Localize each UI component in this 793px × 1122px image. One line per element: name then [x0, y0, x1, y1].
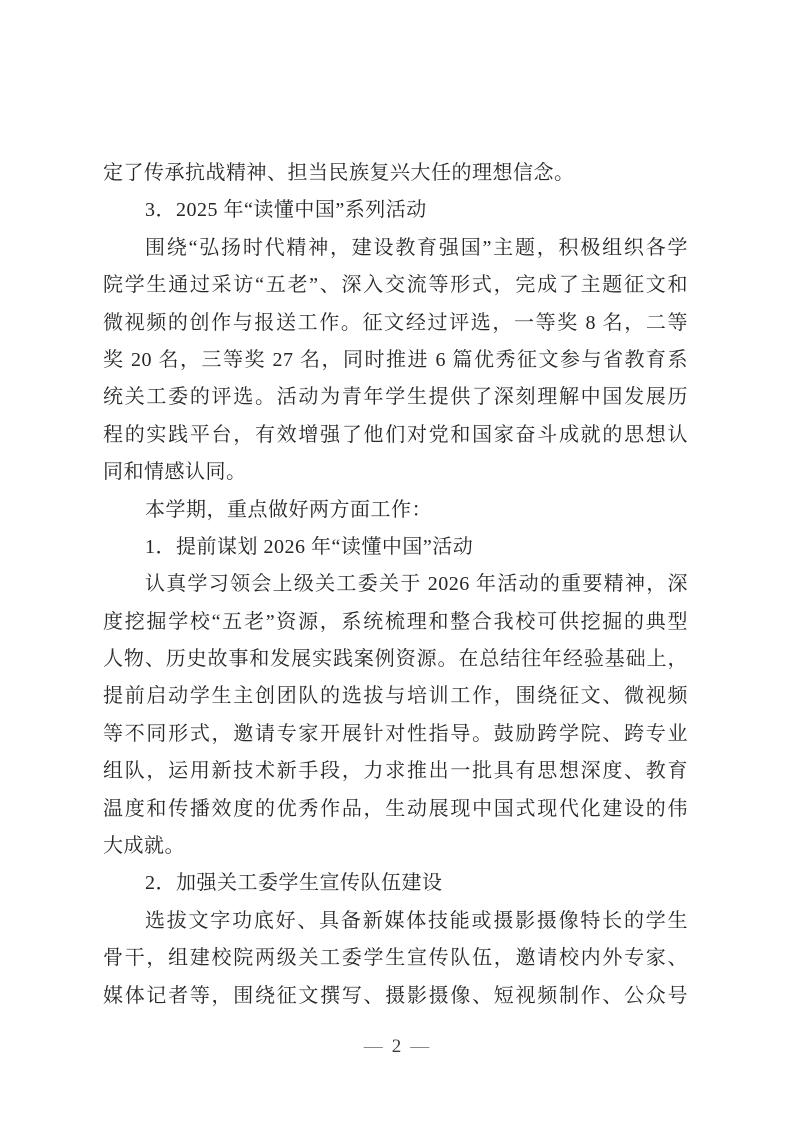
text-line: 人物、历史故事和发展实践案例资源。在总结往年经验基础上， — [103, 648, 688, 671]
text-line: 本学期，重点做好两方面工作： — [145, 498, 432, 521]
text-line: 3．2025 年“读懂中国”系列活动 — [145, 199, 427, 222]
text-line: 骨干，组建校院两级关工委学生宣传队伍，邀请校内外专家、 — [103, 947, 688, 970]
footer-dash-right: — — [410, 1036, 430, 1057]
text-line: 程的实践平台，有效增强了他们对党和国家奋斗成就的思想认 — [103, 423, 688, 446]
text-line: 1．提前谋划 2026 年“读懂中国”活动 — [145, 535, 474, 558]
text-line: 等不同形式，邀请专家开展针对性指导。鼓励跨学院、跨专业 — [103, 722, 688, 745]
text-line: 同和情感认同。 — [103, 461, 247, 484]
text-line: 度挖掘学校“五老”资源，系统梳理和整合我校可供挖掘的典型 — [103, 610, 688, 633]
text-line: 认真学习领会上级关工委关于 2026 年活动的重要精神，深 — [145, 573, 688, 596]
document-body — [103, 155, 688, 1015]
text-line: 组队，运用新技术新手段，力求推出一批具有思想深度、教育 — [103, 760, 688, 783]
page-number: 2 — [391, 1036, 402, 1057]
footer-dash-left: — — [363, 1036, 383, 1057]
text-line: 选拔文字功底好、具备新媒体技能或摄影摄像特长的学生 — [145, 909, 688, 932]
page-footer — [0, 1034, 793, 1060]
text-line: 提前启动学生主创团队的选拔与培训工作，围绕征文、微视频 — [103, 685, 688, 708]
text-line: 院学生通过采访“五老”、深入交流等形式，完成了主题征文和 — [103, 274, 688, 297]
text-line: 微视频的创作与报送工作。征文经过评选，一等奖 8 名，二等 — [103, 311, 688, 334]
text-line: 大成就。 — [103, 835, 185, 858]
text-line: 围绕“弘扬时代精神，建设教育强国”主题，积极组织各学 — [145, 236, 688, 259]
text-line: 媒体记者等，围绕征文撰写、摄影摄像、短视频制作、公众号 — [103, 984, 688, 1007]
text-line: 2．加强关工委学生宣传队伍建设 — [145, 872, 443, 895]
text-line: 温度和传播效度的优秀作品，生动展现中国式现代化建设的伟 — [103, 797, 688, 820]
text-line: 定了传承抗战精神、担当民族复兴大任的理想信念。 — [103, 162, 575, 184]
text-line: 奖 20 名，三等奖 27 名，同时推进 6 篇优秀征文参与省教育系 — [103, 348, 688, 371]
text-line: 统关工委的评选。活动为青年学生提供了深刻理解中国发展历 — [103, 386, 688, 409]
